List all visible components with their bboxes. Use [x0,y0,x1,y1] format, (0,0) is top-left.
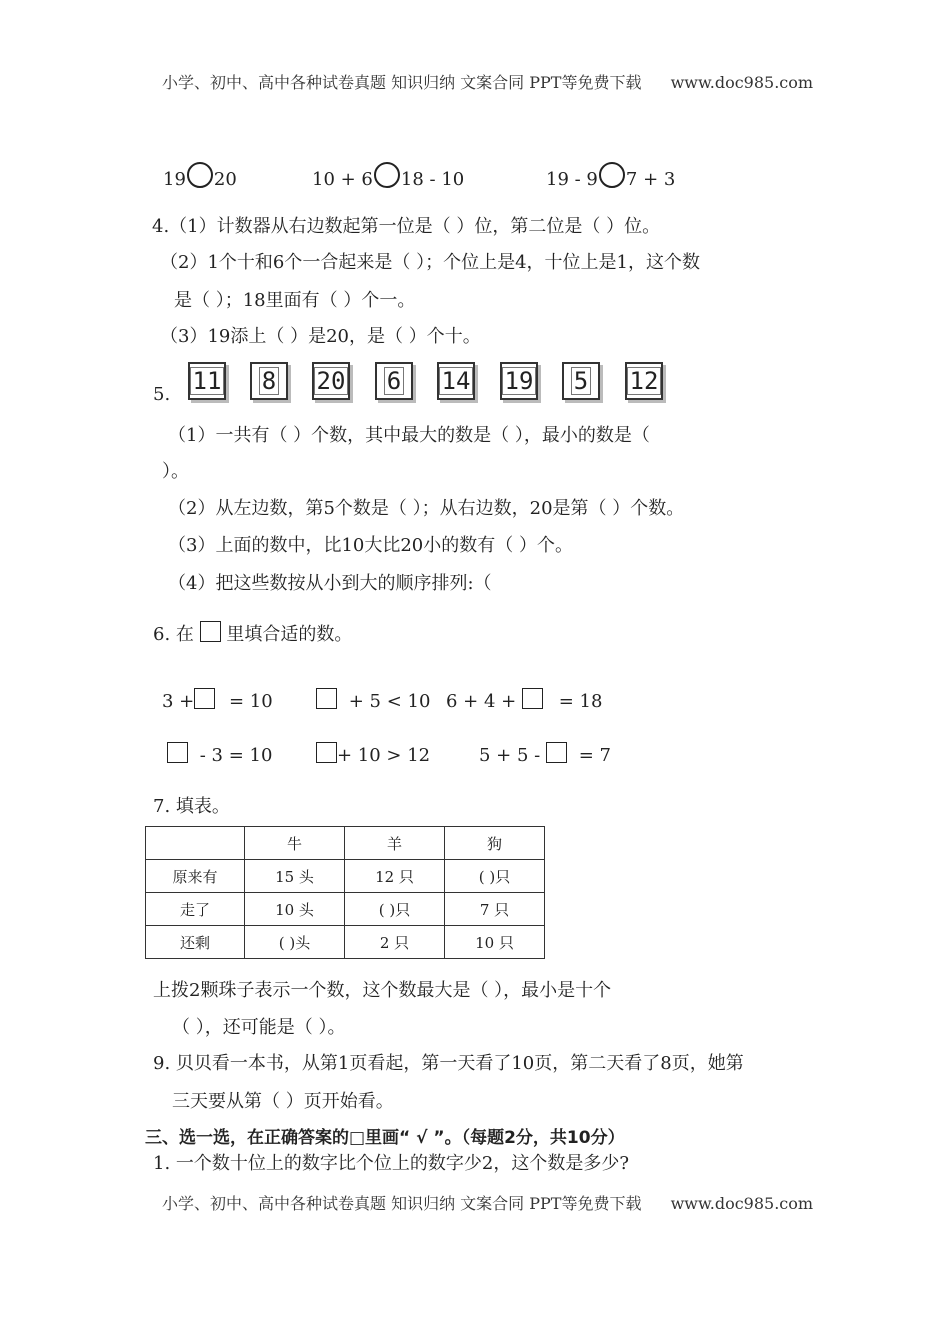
page-header [162,70,813,93]
eq-text: = 7 [578,745,611,766]
footer-site: www.doc985.com [670,1194,814,1213]
compare-c-right: 7 + 3 [625,169,676,190]
q9-line1: 9. 贝贝看一本书，从第1页看起，第一天看了10页，第二天看了8页，她第 [153,1053,744,1074]
q6-eq6 [479,742,611,766]
q5-line1: （1）一共有（ ）个数，其中最大的数是（ ），最小的数是（ [168,425,650,446]
table-row [146,926,545,959]
number-card: 11 [188,362,226,400]
eq-text: = 10 [229,691,273,712]
q6-eq3 [446,688,602,712]
table-cell: 7 只 [445,893,545,926]
compare-a-left: 19 [163,169,186,190]
table-cell: 走了 [146,893,245,926]
compare-b [312,162,464,190]
q9-line2: 三天要从第（ ）页开始看。 [172,1091,394,1112]
section3-title: 三、选一选，在正确答案的□里画“ √ ”。（每题2分，共10分） [145,1128,625,1148]
table-row [146,860,545,893]
compare-b-right: 18 - 10 [400,169,465,190]
q4-line4: （3）19添上（ ）是20，是（ ）个十。 [160,326,481,347]
table-row [146,827,545,860]
header-text: 小学、初中、高中各种试卷真题 知识归纳 文案合同 PPT等免费下载 [162,73,642,92]
page-footer [162,1191,813,1214]
table-cell-blank[interactable]: ( )只 [345,893,445,926]
eq-text: + 10 > 12 [337,745,431,766]
table-cell: 还剩 [146,926,245,959]
number-card: 14 [437,362,475,400]
q8-line1: 上拨2颗珠子表示一个数，这个数最大是（ ），最小是十个 [153,980,612,1001]
table-cell-blank[interactable]: ( )只 [445,860,545,893]
eq-text: 3 + [162,691,195,712]
compare-circle[interactable] [187,162,213,188]
table-cell: 狗 [445,827,545,860]
q6-eq5 [316,742,430,766]
number-card: 5 [562,362,600,400]
answer-box[interactable] [200,621,221,642]
compare-b-left: 10 + 6 [312,169,373,190]
q6-eq4 [167,742,272,766]
table-cell: 牛 [245,827,345,860]
table-cell: 羊 [345,827,445,860]
table-row [146,893,545,926]
section3-q1: 1. 一个数十位上的数字比个位上的数字少2，这个数是多少? [153,1153,629,1174]
eq-text: 5 + 5 - [479,745,541,766]
q8-line2: （ ），还可能是（ ）。 [172,1017,346,1038]
number-card: 6 [375,362,413,400]
answer-box[interactable] [194,688,215,709]
q6-eq1 [162,688,273,712]
eq-text: + 5 < 10 [348,691,431,712]
q6-title-pre: 6. 在 [153,624,194,645]
compare-circle[interactable] [374,162,400,188]
eq-text: - 3 = 10 [199,745,273,766]
fill-table [145,826,545,959]
table-cell: 10 头 [245,893,345,926]
number-card: 8 [250,362,288,400]
q7-title: 7. 填表。 [153,796,230,817]
table-cell: 原来有 [146,860,245,893]
table-cell: 2 只 [345,926,445,959]
q6-title [153,620,352,646]
q5-line3: （3）上面的数中，比10大比20小的数有（ ）个。 [168,535,573,556]
q4-line2: （2）1个十和6个一合起来是（ ）；个位上是4，十位上是1，这个数 [160,252,700,273]
answer-box[interactable] [522,688,543,709]
table-cell [146,827,245,860]
footer-text: 小学、初中、高中各种试卷真题 知识归纳 文案合同 PPT等免费下载 [162,1194,642,1213]
compare-circle[interactable] [599,162,625,188]
number-card: 19 [500,362,538,400]
compare-a-right: 20 [213,169,237,190]
eq-text: 6 + 4 + [446,691,517,712]
header-site: www.doc985.com [670,73,814,92]
q5-line1b: ）。 [162,461,189,482]
answer-box[interactable] [167,742,188,763]
compare-c [546,162,675,190]
q4-line3: 是（ ）；18里面有（ ）个一。 [174,290,416,311]
table-cell-blank[interactable]: ( )头 [245,926,345,959]
eq-text: = 18 [558,691,603,712]
q6-title-post: 里填合适的数。 [226,624,353,645]
q6-eq2 [316,688,430,712]
answer-box[interactable] [316,688,337,709]
q5-line2: （2）从左边数，第5个数是（ ）；从右边数，20是第（ ）个数。 [168,498,685,519]
q4-line1: 4.（1）计数器从右边数起第一位是（ ）位，第二位是（ ）位。 [152,216,661,237]
table-cell: 12 只 [345,860,445,893]
compare-c-left: 19 - 9 [546,169,598,190]
number-card: 20 [312,362,350,400]
q5-number: 5. [153,384,171,405]
number-card: 12 [625,362,663,400]
table-cell: 15 头 [245,860,345,893]
answer-box[interactable] [316,742,337,763]
q5-line4: （4）把这些数按从小到大的顺序排列:（ [168,573,492,594]
answer-box[interactable] [546,742,567,763]
table-cell: 10 只 [445,926,545,959]
compare-a [163,162,237,190]
